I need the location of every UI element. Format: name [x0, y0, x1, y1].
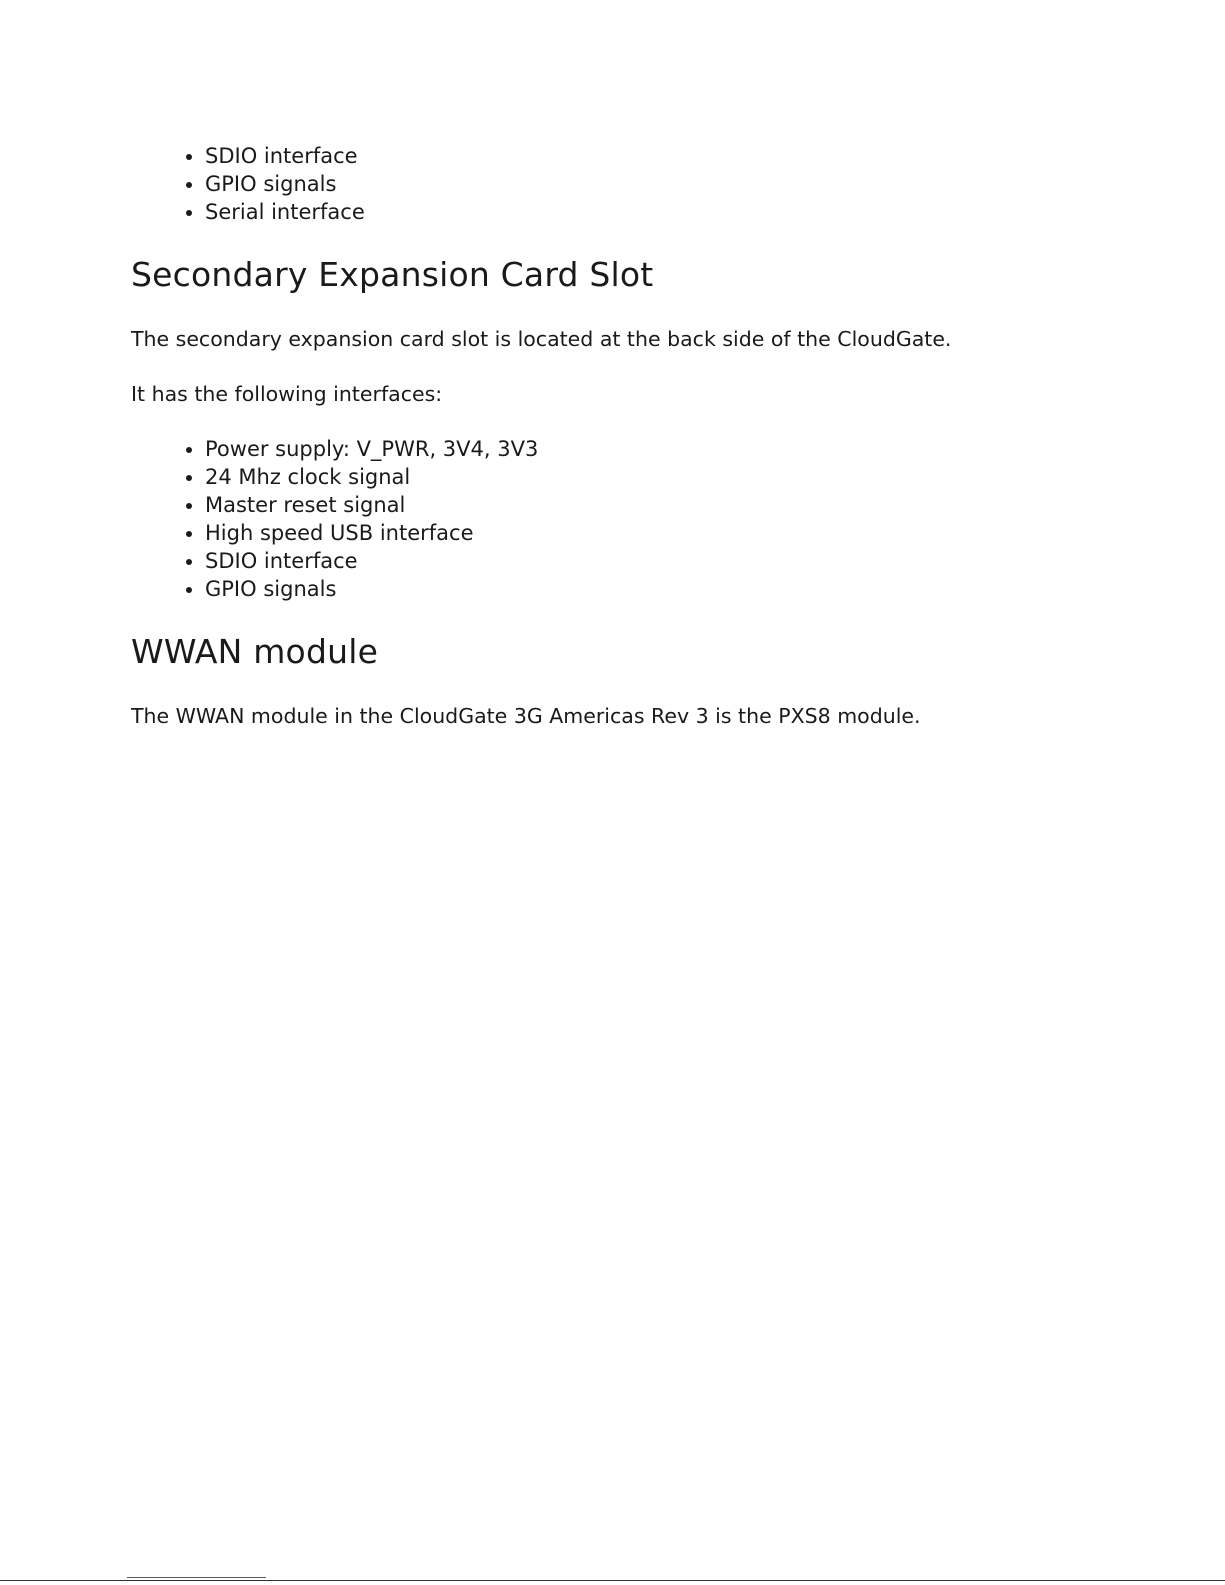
list-item-text: GPIO signals — [205, 577, 337, 601]
bullet-icon — [186, 210, 192, 216]
list-item — [186, 170, 365, 198]
intro-interface-list — [186, 142, 365, 226]
list-item — [186, 547, 538, 575]
list-item-text: SDIO interface — [205, 549, 358, 573]
list-item — [186, 435, 538, 463]
list-item — [186, 491, 538, 519]
bullet-icon — [186, 559, 192, 565]
bullet-icon — [186, 587, 192, 593]
page-bottom-rule — [0, 1580, 1225, 1581]
wwan-description: The WWAN module in the CloudGate 3G Americas Rev 3 is the PXS8 module. — [131, 704, 921, 728]
wwan-heading: WWAN module — [131, 632, 379, 671]
bullet-icon — [186, 447, 192, 453]
secondary-slot-description: The secondary expansion card slot is located at the back side of the CloudGate. — [131, 327, 952, 351]
secondary-slot-interfaces-intro: It has the following interfaces: — [131, 382, 443, 406]
footnote-separator — [127, 1577, 266, 1578]
list-item-text: 24 Mhz clock signal — [205, 465, 411, 489]
bullet-icon — [186, 475, 192, 481]
list-item — [186, 463, 538, 491]
secondary-slot-heading: Secondary Expansion Card Slot — [131, 255, 654, 294]
list-item-text: Power supply: V_PWR, 3V4, 3V3 — [205, 437, 539, 461]
list-item — [186, 519, 538, 547]
bullet-icon — [186, 531, 192, 537]
list-item — [186, 575, 538, 603]
bullet-icon — [186, 503, 192, 509]
bullet-icon — [186, 154, 192, 160]
list-item — [186, 142, 365, 170]
list-item — [186, 198, 365, 226]
list-item-text: SDIO interface — [205, 144, 358, 168]
list-item-text: Serial interface — [205, 200, 365, 224]
secondary-interface-list — [186, 435, 538, 603]
list-item-text: GPIO signals — [205, 172, 337, 196]
list-item-text: Master reset signal — [205, 493, 406, 517]
bullet-icon — [186, 182, 192, 188]
list-item-text: High speed USB interface — [205, 521, 474, 545]
